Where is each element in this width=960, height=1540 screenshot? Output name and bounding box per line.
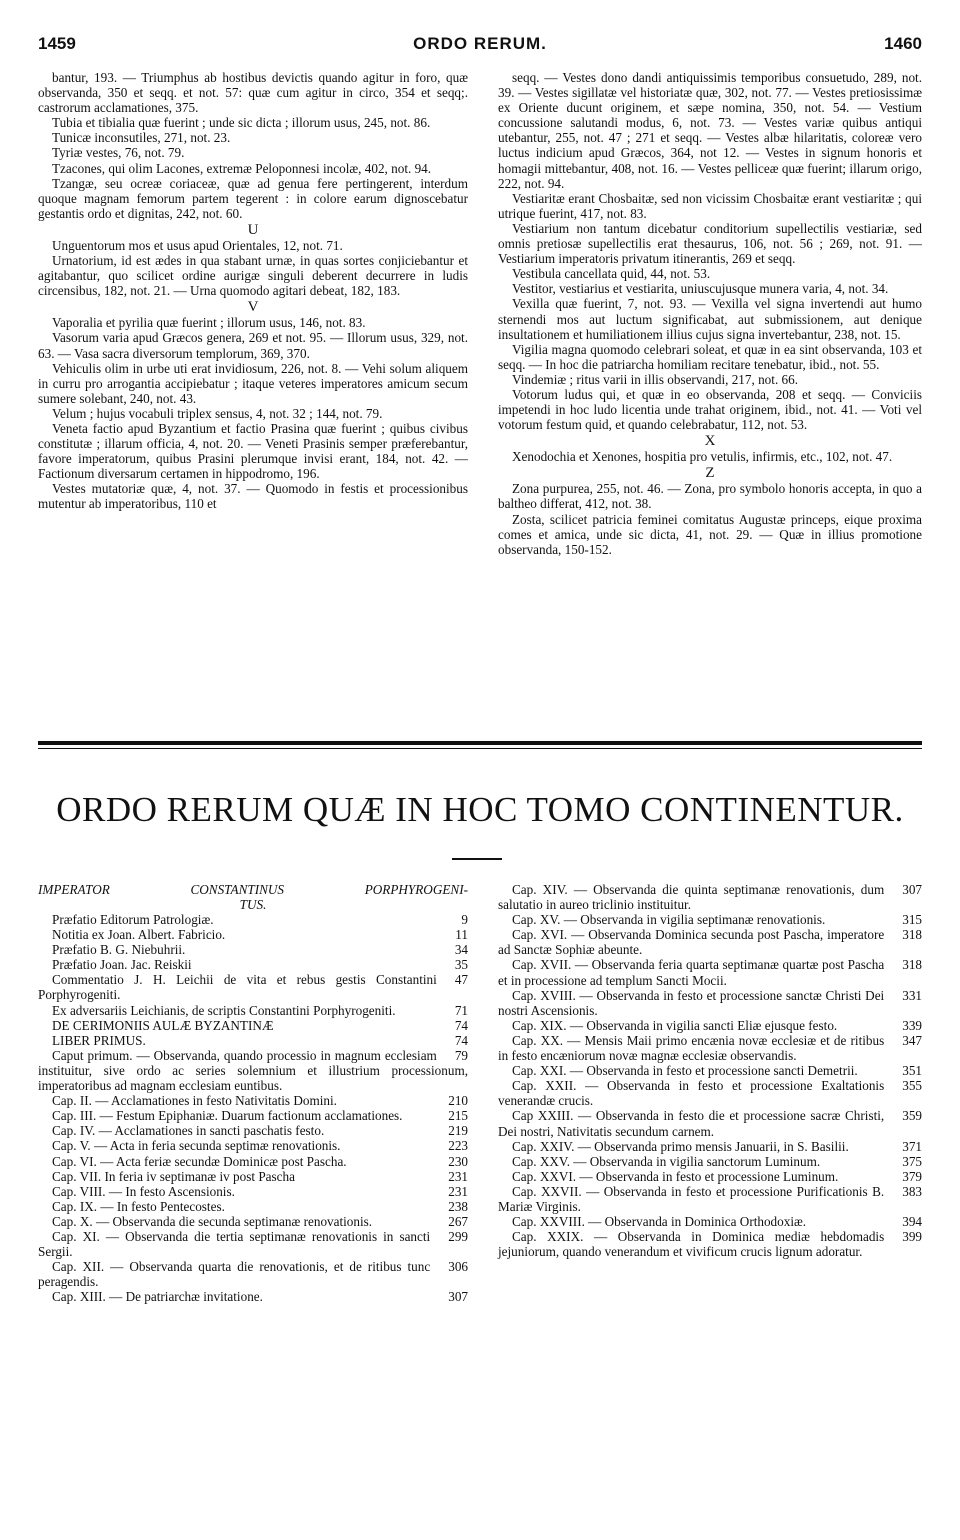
toc-entry-page: 355 [902,1078,922,1094]
toc-entry-page: 307 [902,882,922,897]
toc-entry-text: Cap. II. — Acclamationes in festo Nativitatis Domini. [52,1093,337,1109]
toc-entry-text: Cap. XVIII. — Observanda in festo et processione sanctæ Christi Dei nostri Ascensionis. [498,987,885,1018]
index-letter-heading: X [704,433,716,450]
toc-entry-page: 223 [448,1138,468,1154]
toc-entry-page: 383 [902,1183,922,1199]
index-entry: Unguentorum mos et usus apud Orientales, 12, not. 71. [52,237,343,253]
toc-entry-text: Cap. VI. — Acta feriæ secundæ Dominicæ post Pascha. [52,1153,347,1169]
index-entry: Velum ; hujus vocabuli triplex sensus, 4, not. 32 ; 144, not. 79. [52,405,383,421]
running-title: ORDO RERUM. [413,34,547,53]
toc-entry [498,882,922,912]
toc-entry [38,1033,468,1048]
toc-entry [498,912,922,927]
toc-entry-page: 307 [448,1289,468,1305]
index-entry: Vehiculis olim in urbe uti erat invidiosum, 226, not. 8. — Vehi solum aliquem in curru pro arrogantia accipiebatur ; itaque veteres imperatores amicum secum sumere solebant, 240, not. 43. [38,360,468,406]
toc-column-right [498,882,922,1259]
toc-entry-page: 318 [902,957,922,973]
toc-entry [38,1214,468,1229]
toc-entry [498,957,922,987]
index-entry: Tzangæ, seu ocreæ coriaceæ, quæ ad genua fere pertingerent, interdum quoque magnam femorum partem tegerent : in colore earum dignoscebatur gestantis ordo et dignitas, 242, not. 60. [38,175,468,221]
toc-entry-page: 315 [902,912,922,928]
toc-entry-page: 347 [902,1032,922,1048]
toc-entry-text: Cap. XIX. — Observanda in vigilia sancti Eliæ ejusque festo. [512,1017,838,1033]
toc-column-left [38,882,468,1304]
toc-entry-text: Cap. XIV. — Observanda die quinta septimanæ renovationis, dum salutatio in aureo triclinio instituitur. [498,882,885,913]
toc-entry-page: 71 [454,1002,468,1018]
index-entry: Vasorum varia apud Græcos genera, 269 et not. 95. — Illorum usus, 329, not. 63. — Vasa sacra diversorum templorum, 369, 370. [38,330,468,361]
toc-entry [38,1108,468,1123]
toc-entry-page: 331 [902,987,922,1003]
toc-entry-text: Cap. XXII. — Observanda in festo et processione Exaltationis venerandæ crucis. [498,1078,885,1109]
toc-entry-text: Cap. XXV. — Observanda in vigilia sanctorum Luminum. [512,1153,821,1169]
index-letter-heading: Z [705,465,715,482]
toc-entry-text: Cap. XVII. — Observanda feria quarta septimanæ quartæ post Pascha et in processione ad templum Sancti Mocii. [498,957,885,988]
toc-entry-page: 219 [448,1123,468,1139]
toc-entry-page: 238 [448,1198,468,1214]
index-letter-heading: U [247,221,259,238]
toc-entry [38,1123,468,1138]
toc-entry [498,1214,922,1229]
toc-entry-text: Cap. XXIX. — Observanda in Dominica mediæ hebdomadis jejuniorum, quando venerandum et vivificum crucis lignum adoratur. [498,1229,885,1260]
index-entry: Vexilla quæ fuerint, 7, not. 93. — Vexilla vel signa invertendi aut humo sternendi mos aut luctum significabat, aut submissionem, aut denique insultationem et humiliationem illius cujus signa invertebantur, 238, not. 15. [498,296,922,342]
toc-entry-text: Cap. IX. — In festo Pentecostes. [52,1198,225,1214]
page-number-left: 1459 [38,34,76,53]
toc-entry-page: 47 [454,972,468,988]
toc-entry [498,1184,922,1214]
toc-entry [38,1184,468,1199]
index-entry: Tubia et tibialia quæ fuerint ; unde sic dicta ; illorum usus, 245, not. 86. [52,115,431,131]
toc-entry-text: Cap. XXVI. — Observanda in festo et processione Luminum. [512,1168,839,1184]
index-entry: Tunicæ inconsutiles, 271, not. 23. [52,130,231,146]
toc-list-left [38,912,468,1304]
toc-entry-page: 231 [448,1183,468,1199]
toc-entry [38,927,468,942]
index-entry: Votorum ludus qui, et quæ in eo observanda, 208 et seqq. — Conviciis impetendi in hoc ludo licentia unde trahat originem, ibid., not. 41. — Voti vel votorum festum quid, et quando celebrabatur, 112, not. 53. [498,386,922,433]
toc-entry-text: Cap. XXVII. — Observanda in festo et processione Purificationis B. Mariæ Virginis. [498,1183,885,1214]
toc-entry-page: 339 [902,1017,922,1033]
index-entry: Urnatorium, id est ædes in qua stabant urnæ, in quas sortes conjiciebantur et agitabantur, quo scilicet ordine aurigæ singuli deberent decurrere in ludis circensibus, 182, not. 21. — Urna quomodo agitari debeat, 182, 183. [38,253,468,299]
toc-heading-part: PORPHYROGENI- [364,882,468,897]
toc-entry-page: 74 [454,1032,468,1048]
toc-entry-page: 230 [448,1153,468,1169]
toc-entry [498,1063,922,1078]
toc-entry [38,1093,468,1108]
toc-entry [498,1033,922,1063]
toc-entry-page: 11 [455,927,468,943]
toc-entry-text: Caput primum. — Observanda, quando processio in magnum ecclesiam instituitur, sive ordo ac series solemnium et illustrium processionum, imperatoribus ad magnam ecclesiam euntibus. [38,1047,468,1094]
toc-entry-text: Cap. XX. — Mensis Maii primo encænia novæ ecclesiæ et de ritibus in festo encæniorum novæ magnæ ecclesiæ observandis. [498,1032,885,1064]
toc-entry-page: 371 [902,1138,922,1154]
toc-entry-text: Præfatio B. G. Niebuhrii. [52,942,186,958]
index-entry: Vigilia magna quomodo celebrari soleat, et quæ in ea sint observanda, 103 et seqq. — In hoc die patriarcha homiliam recitare tenebatur, ibid., not. 55. [498,341,922,372]
toc-entry-text: Præfatio Joan. Jac. Reiskii [52,957,192,973]
index-entry: Tyriæ vestes, 76, not. 79. [52,145,185,161]
toc-entry-page: 231 [448,1168,468,1184]
toc-entry [38,1018,468,1033]
toc-entry [38,1259,468,1289]
toc-entry-text: Cap. XI. — Observanda die tertia septimanæ renovationis in sancti Sergii. [38,1228,431,1260]
toc-list-right [498,882,922,1259]
index-entry: Vestibula cancellata quid, 44, not. 53. [512,266,711,282]
index-entry: Vestes mutatoriæ quæ, 4, not. 37. — Quomodo in festis et processionibus mutentur ab imperatoribus, 110 et [38,481,468,512]
index-entry: Zona purpurea, 255, not. 46. — Zona, pro symbolo honoris accepta, in quo a baltheo differat, 412, not. 38. [498,481,922,512]
toc-entry-page: 210 [448,1093,468,1109]
toc-entry-page: 399 [902,1229,922,1245]
toc-entry-page: 79 [454,1047,468,1063]
toc-entry [38,957,468,972]
toc-entry-page: 9 [461,912,468,927]
section-rule-thick [38,741,922,745]
toc-entry [38,1199,468,1214]
toc-entry [38,942,468,957]
toc-entry-text: Notitia ex Joan. Albert. Fabricio. [52,927,226,943]
index-column-left [38,70,468,512]
toc-entry-text: Cap. XII. — Observanda quarta die renovationis, et de ritibus tunc peragendis. [38,1259,431,1290]
toc-entry [38,912,468,927]
toc-entry-text: Cap. VII. In feria iv septimanæ iv post Pascha [52,1168,295,1184]
toc-heading [38,882,468,897]
toc-entry [498,927,922,957]
toc-entry [38,1289,468,1304]
toc-entry-text: Cap. XXVIII. — Observanda in Dominica Orthodoxiæ. [512,1214,807,1230]
toc-entry [38,972,468,1002]
index-letter-heading: V [247,299,259,316]
contents-title: ORDO RERUM QUÆ IN HOC TOMO CONTINENTUR. [56,790,904,829]
toc-entry [38,1048,468,1093]
toc-entry [38,1138,468,1153]
toc-entry [498,1108,922,1138]
toc-entry [498,988,922,1018]
toc-entry-text: DE CERIMONIIS AULÆ BYZANTINÆ [52,1017,274,1033]
title-underline [452,858,502,860]
toc-heading-continued: TUS. [239,897,267,912]
index-entry: Veneta factio apud Byzantium et factio Prasina quæ fuerint ; quibus civibus constitutæ ; illarum officia, 4, not. 20. — Veneti Prasinis semper præferebantur, favore imperatorum, quibus Prasini plerumque invisi erant, 184, not. 42. — Factionum diversarum certamen in hippodromo, 196. [38,420,468,482]
page-number-right: 1460 [884,34,922,53]
toc-entry-text: Cap. III. — Festum Epiphaniæ. Duarum factionum acclamationes. [52,1108,403,1124]
toc-heading-part: IMPERATOR [38,882,110,897]
toc-entry-page: 306 [448,1259,468,1275]
toc-entry-text: Cap. IV. — Acclamationes in sancti paschatis festo. [52,1123,325,1139]
toc-entry [498,1078,922,1108]
toc-entry-text: Cap. XIII. — De patriarchæ invitatione. [52,1289,263,1305]
toc-entry [38,1003,468,1018]
index-column-right [498,70,922,557]
index-entry: Vestiaritæ erant Chosbaitæ, sed non vicissim Chosbaitæ erant vestiaritæ ; qui utrique fuerint, 417, not. 83. [498,190,922,221]
toc-entry-page: 359 [902,1108,922,1124]
toc-entry-page: 35 [454,957,468,973]
toc-entry [38,1169,468,1184]
toc-entry-text: Commentatio J. H. Leichii de vita et rebus gestis Constantini Porphyrogeniti. [38,972,437,1003]
toc-entry [38,1229,468,1259]
toc-entry-page: 74 [454,1017,468,1033]
index-entry: Vestitor, vestiarius et vestiarita, uniuscujusque munera varia, 4, not. 34. [512,281,889,297]
toc-entry [498,1018,922,1033]
toc-entry-text: Ex adversariis Leichianis, de scriptis Constantini Porphyrogeniti. [52,1002,396,1018]
toc-entry [498,1169,922,1184]
toc-entry-page: 318 [902,927,922,943]
toc-entry [498,1139,922,1154]
toc-entry-text: Cap. XXIV. — Observanda primo mensis Januarii, in S. Basilii. [512,1138,849,1154]
toc-entry-text: Cap. XXI. — Observanda in festo et processione sancti Demetrii. [512,1063,858,1079]
toc-entry-text: Cap. X. — Observanda die secunda septimanæ renovationis. [52,1213,373,1229]
index-entry: bantur, 193. — Triumphus ab hostibus devictis quando agitur in foro, quæ observanda, 350 et seqq. et not. 57: quæ cum agitur in circo, 354 et seqq;. castrorum acclamationes, 375. [38,70,468,116]
index-entry: Vestiarium non tantum dicebatur conditorium supellectilis vestiariæ, sed omnis pretiosæ supellectilis erat thesaurus, 106, not. 56 ; 269, not. 91. — Vestiarium imperatoris privatum itinerantis, 269 et seqq. [498,220,922,267]
toc-entry-page: 375 [902,1153,922,1169]
toc-entry-page: 299 [448,1228,468,1244]
toc-entry-page: 351 [902,1063,922,1079]
toc-entry-text: Cap. VIII. — In festo Ascensionis. [52,1183,235,1199]
toc-entry-text: Cap. V. — Acta in feria secunda septimæ renovationis. [52,1138,341,1154]
toc-entry-text: Cap. XVI. — Observanda Dominica secunda post Pascha, imperatore ad Sanctæ Sophiæ abeunte. [498,927,885,958]
toc-entry-page: 215 [448,1108,468,1124]
toc-entry-page: 267 [448,1213,468,1229]
index-entry: Zosta, scilicet patricia feminei comitatus Augustæ princeps, eique proxima comes et amica, unde sic dicta, 41, not. 29. — Quæ in illius promotione observanda, 150-152. [498,511,922,557]
toc-entry [498,1154,922,1169]
index-entry: Vindemiæ ; ritus varii in illis observandi, 217, not. 66. [512,371,799,387]
index-entry: Vaporalia et pyrilia quæ fuerint ; illorum usus, 146, not. 83. [52,315,366,331]
toc-entry-text: Cap XXIII. — Observanda in festo die et processione sacræ Christi, Dei nostri, Nativitatis secundum carnem. [498,1108,885,1139]
toc-entry-page: 379 [902,1168,922,1184]
index-entry: Xenodochia et Xenones, hospitia pro vetulis, infirmis, etc., 102, not. 47. [512,449,893,465]
section-rule-thin [38,748,922,749]
toc-entry-page: 34 [454,942,468,958]
page-header [38,34,922,56]
index-entry: seqq. — Vestes dono dandi antiquissimis temporibus consuetudo, 289, not. 39. — Vestes sigillatæ vel historiatæ quæ, 302, not. 77. — Vestes pretiosissimæ ex Oriente ducunt originem, et sæpe nomina, 350, not. 54. — Vestium concussione salutandi modus, 6, not. 73. — Vestes variæ quibus antiqui utebantur, 255, not. 47 ; 271 et seqq. — Vestes albæ hilaritatis, coloreæ vero luctus indicium apud Græcos, 364, not 12. — Vestes in signum honoris et homagii mittebantur, 408, not. 16. — Vestes pelliceæ quæ fuerint; illarum origo, 222, not. 94. [498,70,922,191]
index-entry: Tzacones, qui olim Lacones, extremæ Peloponnesi incolæ, 402, not. 94. [52,160,432,176]
toc-entry-text: LIBER PRIMUS. [52,1032,146,1048]
toc-entry-text: Cap. XV. — Observanda in vigilia septimanæ renovationis. [512,912,826,928]
toc-heading-part: CONSTANTINUS [190,882,285,897]
toc-entry-page: 394 [902,1214,922,1230]
toc-entry [498,1229,922,1259]
toc-entry-text: Præfatio Editorum Patrologiæ. [52,912,214,927]
toc-entry [38,1154,468,1169]
